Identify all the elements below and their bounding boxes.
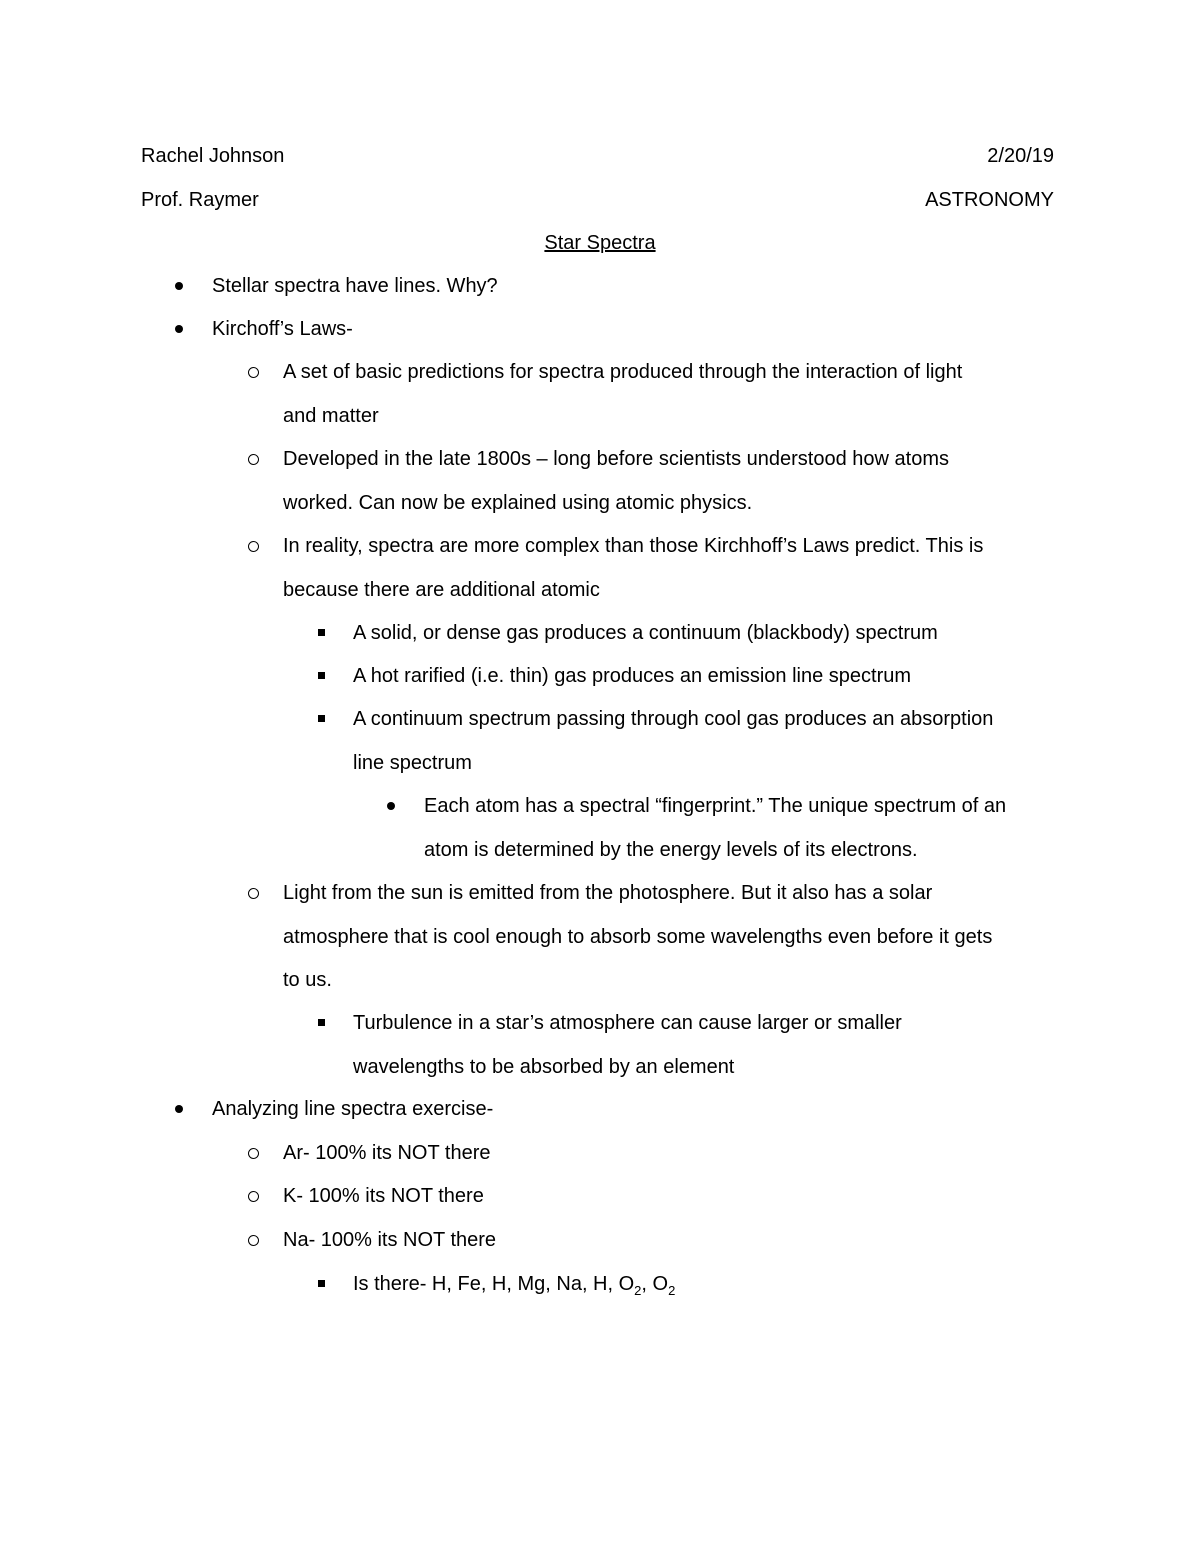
date: 2/20/19 — [987, 145, 1054, 167]
circle-bullet-icon — [248, 888, 259, 899]
list-item-continued: line spectrum — [353, 752, 472, 774]
square-bullet-icon — [318, 715, 325, 722]
list-item: Na- 100% its NOT there — [283, 1229, 497, 1251]
square-bullet-icon — [318, 629, 325, 636]
list-item: Ar- 100% its NOT there — [283, 1142, 491, 1164]
list-item-continued: because there are additional atomic — [283, 579, 600, 601]
list-item: A hot rarified (i.e. thin) gas produces an emission line spectrum — [353, 665, 912, 687]
list-item-continued: and matter — [283, 405, 379, 427]
circle-bullet-icon — [248, 1235, 259, 1246]
list-item: A continuum spectrum passing through cool gas produces an absorption — [353, 708, 994, 730]
list-item-continued: to us. — [283, 969, 332, 991]
list-item-continued: worked. Can now be explained using atomic physics. — [283, 492, 753, 514]
bullet-icon — [175, 325, 183, 333]
list-item-continued: wavelengths to be absorbed by an element — [353, 1056, 735, 1078]
list-item-text: , O — [641, 1273, 669, 1295]
circle-bullet-icon — [248, 1148, 259, 1159]
square-bullet-icon — [318, 1280, 325, 1287]
list-item: K- 100% its NOT there — [283, 1185, 484, 1207]
bullet-icon — [175, 1105, 183, 1113]
list-item: Developed in the late 1800s – long before scientists understood how atoms — [283, 448, 949, 470]
circle-bullet-icon — [248, 454, 259, 465]
list-item: In reality, spectra are more complex than those Kirchhoff’s Laws predict. This is — [283, 535, 984, 557]
list-item: A set of basic predictions for spectra produced through the interaction of light — [283, 361, 963, 383]
student-name: Rachel Johnson — [141, 145, 285, 167]
list-item: Light from the sun is emitted from the photosphere. But it also has a solar — [283, 882, 933, 904]
square-bullet-icon — [318, 672, 325, 679]
list-item-text: Is there- H, Fe, H, Mg, Na, H, O — [353, 1273, 635, 1295]
bullet-icon — [387, 802, 395, 810]
bullet-icon — [175, 282, 183, 290]
professor-name: Prof. Raymer — [141, 189, 259, 211]
subscript: 2 — [668, 1283, 676, 1298]
course-name: ASTRONOMY — [925, 189, 1054, 211]
list-item: A solid, or dense gas produces a continuum (blackbody) spectrum — [353, 622, 938, 644]
square-bullet-icon — [318, 1019, 325, 1026]
list-item: Turbulence in a star’s atmosphere can cause larger or smaller — [353, 1012, 902, 1034]
circle-bullet-icon — [248, 541, 259, 552]
subscript: 2 — [634, 1283, 642, 1298]
list-item: Each atom has a spectral “fingerprint.” The unique spectrum of an — [424, 795, 1007, 817]
circle-bullet-icon — [248, 1191, 259, 1202]
list-item: Analyzing line spectra exercise- — [212, 1098, 494, 1120]
list-item: Kirchoff’s Laws- — [212, 318, 353, 340]
list-item-continued: atom is determined by the energy levels of its electrons. — [424, 839, 918, 861]
list-item-continued: atmosphere that is cool enough to absorb some wavelengths even before it gets — [283, 926, 993, 948]
list-item: Stellar spectra have lines. Why? — [212, 275, 498, 297]
circle-bullet-icon — [248, 367, 259, 378]
page-title: Star Spectra — [544, 232, 656, 254]
list-item — [353, 1272, 675, 1296]
